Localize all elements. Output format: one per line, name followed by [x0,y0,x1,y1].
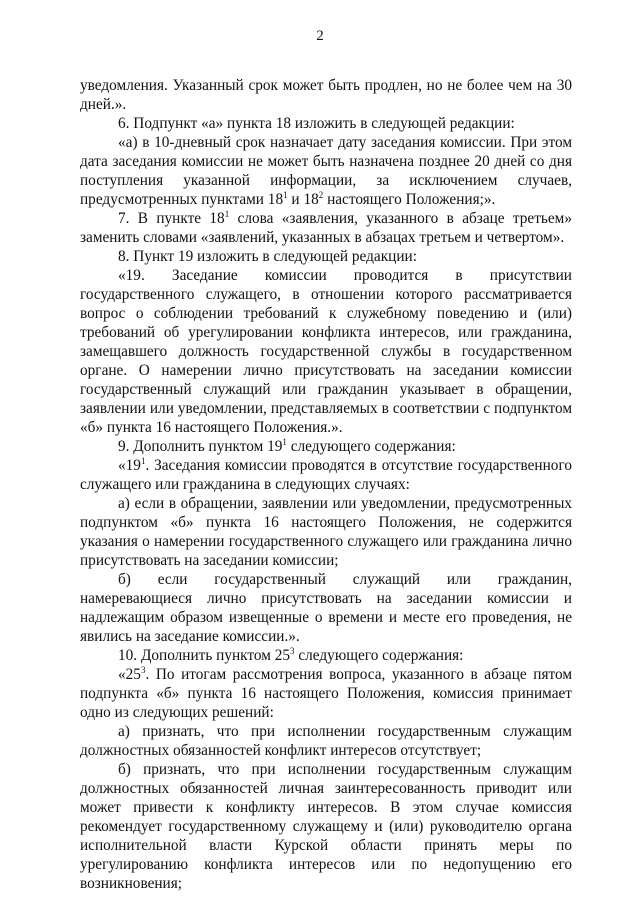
superscript: 2 [318,189,324,200]
superscript: 3 [290,645,295,656]
paragraph-text: «19 [118,457,141,474]
superscript: 3 [140,664,146,675]
paragraph-text: «а) в 10-дневный срок назначает дату заседания комиссии. При этом дата заседания комиссии не может быть назначена позднее 20 дней со дня поступления указанной информации, за исключением случаев, предусмотренных пунктами 18 [80,134,572,208]
paragraph-text: 6. Подпункт «а» пункта 18 изложить в следующей редакции: [118,115,515,132]
paragraph-text: а) признать, что при исполнении государственным служащим должностных обязанностей конфликт интересов отсутствует; [80,723,572,759]
paragraph-text: 8. Пункт 19 изложить в следующей редакции: [118,248,417,265]
paragraph-text: б) признать, что при исполнении государственным служащим должностных обязанностей личная заинтересованность приводит или может привести к конфликту интересов. В этом случае комиссия рекомендует государственному служащему и (или) руководителю органа исполнительной власти Курской области принять меры по урегулированию конфликта интересов или по недопущению его возникновения; [80,761,572,892]
document-body [80,76,572,893]
paragraph-text: 10. Дополнить пунктом 25 [118,647,291,664]
superscript: 1 [140,455,146,466]
paragraph-text: уведомления. Указанный срок может быть продлен, но не более чем на 30 дней.». [80,77,572,113]
paragraph-text: . По итогам рассмотрения вопроса, указанного в абзаце пятом подпункта «б» пункта 16 настоящего Положения, комиссия принимает одно из следующих решений: [80,666,572,721]
paragraph-p14 [80,760,572,893]
paragraph-p1 [80,76,572,114]
paragraph-p3 [80,133,572,209]
paragraph-p10 [80,570,572,646]
paragraph-p5 [80,247,572,266]
superscript: 1 [224,208,230,219]
paragraph-text: и 18 [287,191,319,208]
page-number: 2 [316,28,324,44]
paragraph-p8 [80,456,572,494]
paragraph-p7 [80,437,572,456]
paragraph-p2 [80,114,572,133]
paragraph-text: б) если государственный служащий или гражданин, намеревающиеся лично присутствовать на заседании комиссии и надлежащим образом извещенные о времени и месте его проведения, не явились на заседание комиссии.». [80,571,572,645]
paragraph-text: следующего содержания: [294,647,464,664]
paragraph-p6 [80,266,572,437]
paragraph-text: «25 [118,666,141,683]
paragraph-text: слова «заявления, указанного в абзаце третьем» заменить словами «заявлений, указанных в абзацах третьем и четвертом». [80,210,572,246]
paragraph-text: . Заседания комиссии проводятся в отсутствие государственного служащего или гражданина в следующих случаях: [80,457,572,493]
superscript: 1 [283,189,288,200]
superscript: 1 [282,436,287,447]
paragraph-text: следующего содержания: [286,438,456,455]
paragraph-p12 [80,665,572,722]
paragraph-p9 [80,494,572,570]
paragraph-text: настоящего Положения;». [323,191,496,208]
paragraph-p13 [80,722,572,760]
paragraph-p4 [80,209,572,247]
paragraph-text: «19. Заседание комиссии проводится в присутствии государственного служащего, в отношении которого рассматривается вопрос о соблюдении требований к служебному поведению и (или) требований об урегулировании конфликта интересов, или гражданина, замещавшего должность государственной службы в государственном органе. О намерении лично присутствовать на заседании комиссии государственный служащий или гражданин указывает в обращении, заявлении или уведомлении, представляемых в соответствии с подпунктом «б» пункта 16 настоящего Положения.». [80,267,572,436]
paragraph-text: 7. В пункте 18 [118,210,225,227]
paragraph-text: а) если в обращении, заявлении или уведомлении, предусмотренных подпунктом «б» пункта 16 настоящего Положения, не содержится указания о намерении государственного служащего или гражданина лично присутствовать на заседании комиссии; [80,495,572,569]
paragraph-p11 [80,646,572,665]
paragraph-text: 9. Дополнить пунктом 19 [118,438,283,455]
